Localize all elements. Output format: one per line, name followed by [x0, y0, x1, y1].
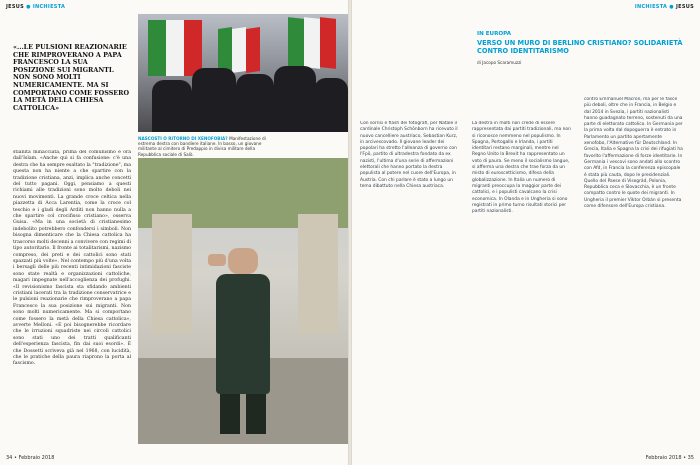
left-folio: 34 • Febbraio 2018	[6, 455, 55, 461]
right-column-3: contro Emmanuel Macron, ma per le fasce più deboli, oltre che in Francia, in Belgio e dal 2014 in Svezia, i partiti nazionalisti hanno guadagnato terreno, sostenuti da una parte di elettorato cattolico. In Germania per la prima volta dal dopoguerra è entrato in Parlamento un partito apertamente xenofobo, l'Alternative für Deutschland. In Grecia, Italia e Spagna la crisi dei rifugiati ha favorito l'affermazione di forze identitarie. In Germania i vescovi sono andati allo scontro con Afd, in Francia la conferenza episcopale è stata più cauta, dopo le presidenziali. Quello del Paese di Visegrád, Polonia, Repubblica ceca e Slovacchia, è un fronte compatto contro le quote dei migranti. In Ungheria il premier Viktor Orbán si presenta come difensore dell'Europa cristiana.	[584, 97, 683, 210]
man-head	[228, 248, 258, 274]
man-uniform	[216, 274, 270, 394]
byline: di Jacopo Scaramuzzi	[477, 60, 522, 65]
cemetery-photo	[138, 158, 348, 444]
flag-white-stripe	[232, 27, 246, 73]
article-title: VERSO UN MURO DI BERLINO CRISTIANO? SOLIDARIETÀ CONTRO IDENTITARISMO	[477, 39, 683, 55]
crowd-person	[152, 80, 192, 132]
flag-green-stripe	[218, 27, 232, 73]
raised-arm	[208, 254, 226, 266]
man-leg	[220, 394, 240, 434]
right-column-1: Con sorrisi e flash dei fotografi, per Natale il cardinale Christoph Schönborn ha ricevuto il nuovo cancelliere austriaco, Sebastian Kurz, in arcivescovado. Il giovane leader dei popolari ha stretto l'alleanza di governo con l'Fpö, partito di ultradestra fondato da ex nazisti, l'ultima d'una serie di affermazioni elettorali che hanno portato la destra populista al potere nel cuore dell'Europa, in Austria. Con chi parlare è stato a lungo un tema dibattuto nella Chiesa austriaca.	[360, 121, 458, 189]
flag-red-stripe	[320, 17, 336, 69]
right-running-head: INCHIESTA ● JESUS	[634, 4, 694, 10]
right-page	[352, 0, 700, 465]
man-leg	[246, 394, 266, 434]
pull-quote: «...LE PULSIONI REAZIONARIE CHE RIMPROVERANO A PAPA FRANCESCO LA SUA POSIZIONE SUI MIGRANTI. NON SONO MOLTI NUMERICAMENTE. MA SI COMPORTANO COME FOSSERO LA METÀ DELLA CHIESA CATTOLICA»	[13, 43, 130, 112]
flag-green-stripe	[148, 20, 166, 76]
left-running-head: JESUS ● INCHIESTA	[6, 4, 66, 10]
right-column-2: La destra in molti non crede di essere rappresentata dai partiti tradizionali, ma non si riconosce nemmeno nel populismo. In Spagna, Portogallo e Irlanda, i partiti identitari restano marginali, mentre nel Regno Unito la Brexit ha rappresentato un voto di paura. Se meno il socialismo langue, si afferma una destra che trae forza da un misto di euroscetticismo, difesa della globalizzazione. In Italia un numero di migranti preoccupa la maggior parte dei cattolici, e i populisti cavalcano la crisi economica. In Olanda e in Ungheria si sono registrati in primo turno risultati storici per partiti nazionalisti.	[472, 121, 571, 215]
flag-red-stripe	[246, 27, 260, 73]
crowd-person	[314, 78, 348, 132]
flag-white-stripe	[166, 20, 184, 76]
rally-photo	[138, 14, 348, 132]
crowd-person	[274, 66, 316, 132]
section-tag: IN EUROPA	[477, 31, 512, 37]
crowd-person	[236, 74, 274, 132]
right-folio: Febbraio 2018 • 35	[645, 455, 694, 461]
flag-white-stripe	[304, 17, 320, 69]
flag-green-stripe	[288, 17, 304, 69]
pillar	[152, 214, 192, 334]
photo-caption: NASCOSTI O RITORNO DI XENOFOBIA? Manifestazione di estrema destra con bandiere italiane. In basso, un giovane militante al cimitero di Predappio in divisa militare della Repubblica sociale di Salò.	[138, 136, 266, 157]
pillar	[298, 214, 338, 334]
left-page	[0, 0, 348, 465]
crowd-person	[192, 68, 236, 132]
left-body-column: stianità minacciata, prima del comunismo e ora dall'Islam. «Anche qui si fa confusione: c'è una destra che ha sempre esaltato la "tradizione", ma questa non ha niente a che spartire con la tradizione cristiana, anzi, implica anche concetti del tutto pagani. Oggi, pensiamo a questi richiami alle tradizioni sono molto deboli nei nuovi movimenti. La grande croce celtica nella piazzetta di Acca Larentia, come la croce col teschio e i gladi degli Arditi non hanno nulla a che spartire col crocifisso cristiano», osserva Guisa. «Ma in una società di cristianesimo indebolito potrebbero confondersi i simboli. Non bisogna dimenticare che la Chiesa cattolica ha trascorso molti decenni a convivere con regimi di tipo autoritario. Il fronte ai totalitarismi, nazismo compreso, dei preti e dei cattolici sono stati spazzati più volte». Nel contempo più d'una volta i bersagli delle più recenti intimidazioni fasciste sono state realtà e organizzazioni cattoliche, magari impegnate nell'accoglienza dei profughi. «Il revisionismo fascista sta sfidando ambienti cristiani lacerati tra la tradizione conservatrice e le pulsioni reazionarie che rimproverano a papa Francesco la sua posizione sui migranti. Non sono molti numericamente. Ma si comportano come fossero la metà della Chiesa cattolica», avverte Melloni. «E poi bisognerebbe ricordare che le irruzioni squadriste nei circoli cattolici sono stati uno dei tratti qualificanti dell'esperienza fascista, fin dai suoi esordi». È che Dossetti scriveva già nel 1968, con lucidità, che le pratiche della paura riaprono la porta al fascismo.	[13, 150, 131, 367]
